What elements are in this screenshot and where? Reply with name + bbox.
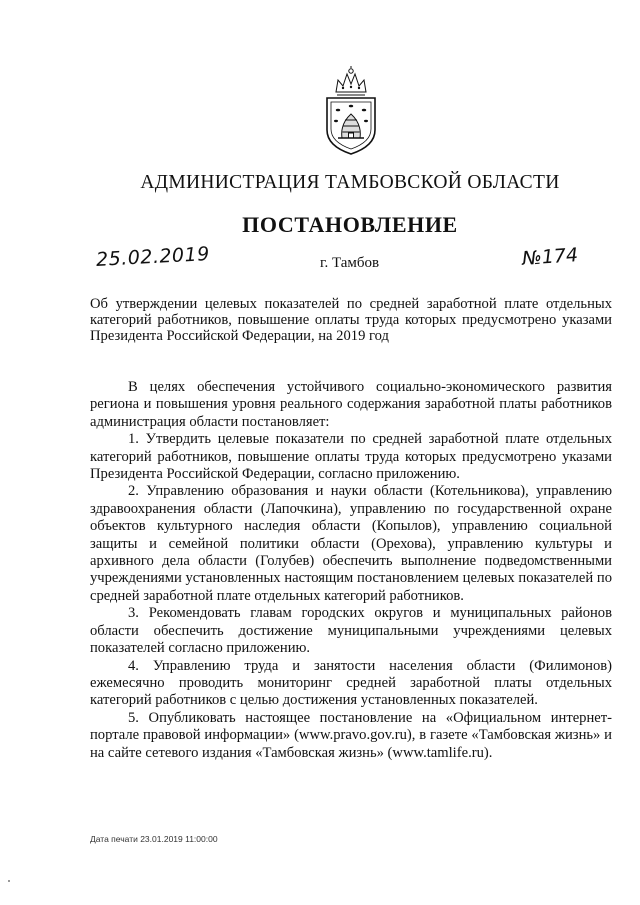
- handwritten-number: №174: [521, 244, 579, 270]
- paragraph-item-3: 3. Рекомендовать главам городских округов и муниципальных районов области обеспечить достижение муниципальными учреждениями целевых показателей согласно приложению.: [90, 605, 612, 657]
- paragraph-item-4: 4. Управлению труда и занятости населения области (Филимонов) ежемесячно проводить мониторинг средней заработной платы отдельных категорий работников с целью достижения установленных показателей.: [90, 657, 612, 709]
- handwritten-date: 25.02.2019: [95, 243, 211, 271]
- document-subject: Об утверждении целевых показателей по средней заработной плате отдельных категорий работников, повышение оплаты труда которых предусмотрено указами Президента Российской Федерации, на 2019 год: [90, 296, 612, 345]
- coat-of-arms-icon: [322, 66, 380, 156]
- paragraph-item-5: 5. Опубликовать настоящее постановление на «Официальном интернет-портале правовой информации» (www.pravo.gov.ru), в газете «Тамбовская жизнь» и на сайте сетевого издания «Тамбовская жизнь» (www.tamlife.ru).: [90, 709, 612, 761]
- document-type: ПОСТАНОВЛЕНИЕ: [242, 212, 458, 237]
- paragraph-preamble: В целях обеспечения устойчивого социально-экономического развития региона и повышения уровня реального содержания заработной платы работников администрация области постановляет:: [90, 379, 612, 430]
- city-name: г. Тамбов: [320, 255, 380, 271]
- margin-mark: [8, 880, 10, 882]
- paragraph-item-1: 1. Утвердить целевые показатели по средней заработной плате отдельных категорий работников, повышение оплаты труда которых предусмотрено указами Президента Российской Федерации, согласно приложению.: [90, 431, 612, 483]
- print-date: Дата печати 23.01.2019 11:00:00: [90, 834, 218, 844]
- paragraph-item-2: 2. Управлению образования и науки области (Котельникова), управлению здравоохранения области (Лапочкина), управлению по государственной охране объектов культурного наследия области (Копылов), управлению социальной защиты и семейной политики области (Орехова), управлению культуры и архивного дела области (Голубев) обеспечить выполнение подведомственными учреждениями установленных настоящим постановлением целевых показателей по средней заработной плате отдельных категорий работников.: [90, 483, 612, 604]
- agency-name: АДМИНИСТРАЦИЯ ТАМБОВСКОЙ ОБЛАСТИ: [140, 172, 560, 193]
- document-body: [90, 379, 612, 762]
